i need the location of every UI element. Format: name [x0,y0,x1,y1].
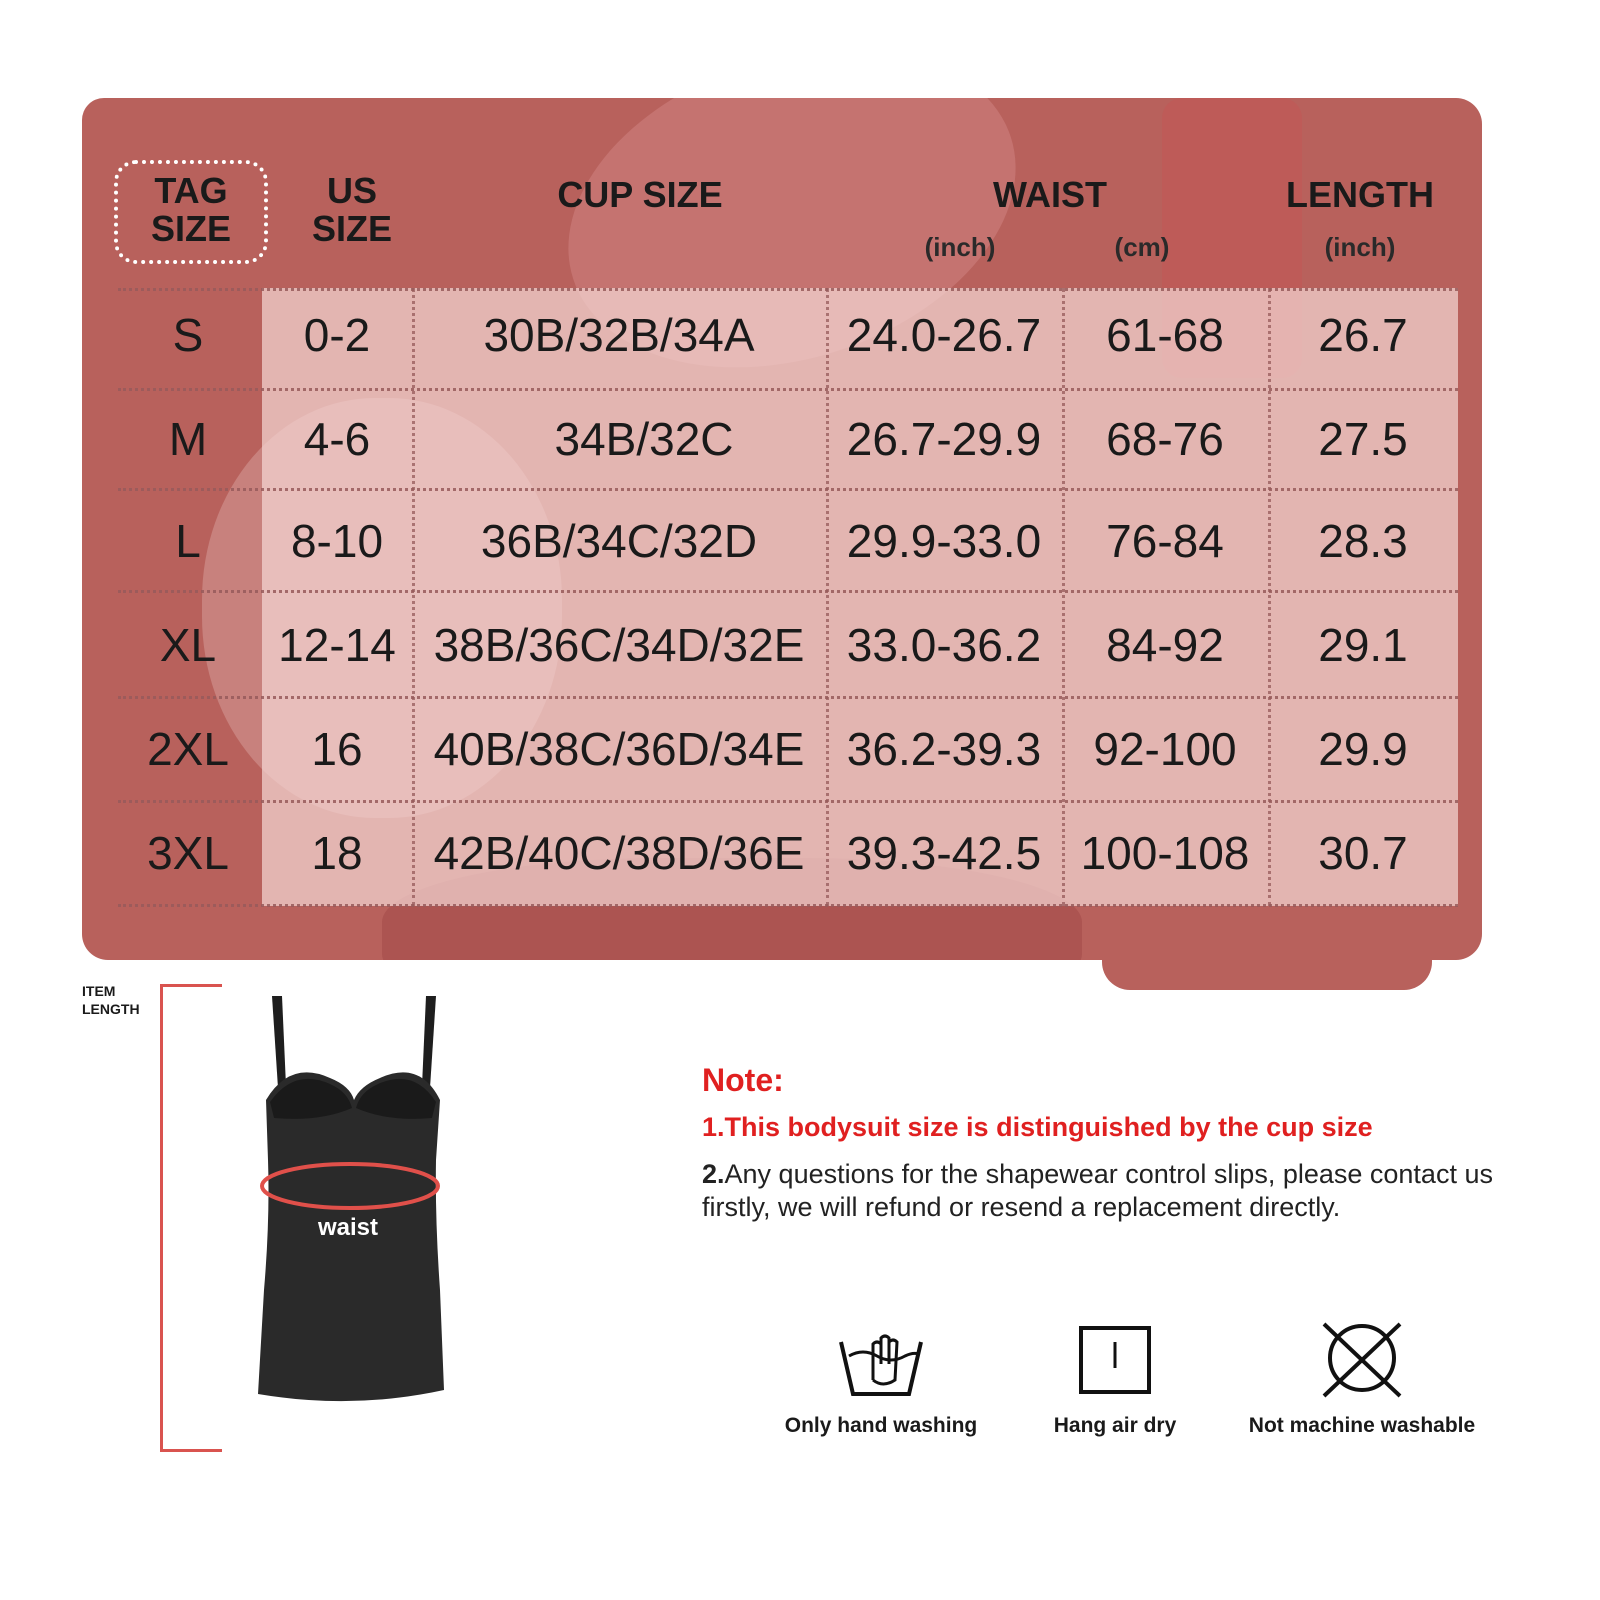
header-us-size: US SIZE [311,170,392,249]
row-waist-inch: 39.3-42.5 [846,827,1042,879]
row-length: 29.1 [1318,619,1408,671]
item-length-bracket [160,984,220,1452]
header-waist: WAIST [993,174,1107,215]
row-us-size: 8-10 [290,515,384,567]
row-waist-inch: 36.2-39.3 [846,723,1042,775]
care-label: Only hand washing [784,1414,978,1437]
panel-tab [1102,940,1432,990]
row-cup-size: 40B/38C/36D/34E [433,723,805,775]
care-no-machine-wash [1222,1320,1502,1438]
no-machine-wash-icon [1314,1320,1410,1400]
row-tag-size: M [168,413,208,465]
shapewear-dress-image [230,990,470,1430]
header-tag-size: TAG SIZE [150,170,231,249]
size-table-grid [262,288,1458,906]
note-title: Note: [702,1062,784,1098]
row-waist-cm: 76-84 [1106,515,1224,567]
header-length-inch: (inch) [1324,232,1396,262]
header-waist-inch: (inch) [924,232,996,262]
row-cup-size: 34B/32C [554,413,734,465]
care-hang-dry [1030,1320,1200,1438]
row-us-size: 12-14 [278,619,396,671]
row-waist-cm: 92-100 [1093,723,1237,775]
row-length: 26.7 [1318,309,1408,361]
row-waist-inch: 33.0-36.2 [846,619,1042,671]
note-line-1: 1.This bodysuit size is distinguished by the cup size [702,1112,1373,1142]
row-waist-inch: 29.9-33.0 [846,515,1042,567]
row-waist-cm: 61-68 [1106,309,1224,361]
row-length: 29.9 [1318,723,1408,775]
care-label: Hang air dry [1053,1414,1177,1437]
row-cup-size: 38B/36C/34D/32E [433,619,805,671]
header-cup-size: CUP SIZE [557,174,723,215]
row-tag-size: XL [159,619,217,671]
row-us-size: 18 [311,827,363,879]
waist-label: waist [318,1214,379,1241]
care-hand-wash [766,1320,996,1438]
row-tag-size: 2XL [147,723,229,775]
row-us-size: 4-6 [303,413,371,465]
header-waist-cm: (cm) [1114,232,1170,262]
header-length: LENGTH [1286,174,1434,215]
row-tag-size: 3XL [147,827,229,879]
care-label: Not machine washable [1248,1414,1476,1437]
row-waist-inch: 24.0-26.7 [846,309,1042,361]
row-cup-size: 36B/34C/32D [480,515,758,567]
row-length: 28.3 [1318,515,1408,567]
row-waist-cm: 84-92 [1106,619,1224,671]
row-tag-size: L [175,515,201,567]
item-length-label: ITEM LENGTH [82,983,140,1017]
row-waist-cm: 68-76 [1106,413,1224,465]
row-waist-cm: 100-108 [1080,827,1250,879]
hang-dry-icon [1075,1320,1155,1400]
row-tag-size: S [172,309,204,361]
row-cup-size: 42B/40C/38D/36E [433,827,805,879]
row-us-size: 16 [311,723,363,775]
row-length: 30.7 [1318,827,1408,879]
row-us-size: 0-2 [303,309,371,361]
row-length: 27.5 [1318,413,1408,465]
hand-wash-icon [833,1320,929,1400]
row-waist-inch: 26.7-29.9 [846,413,1042,465]
note-line-2: 2.Any questions for the shapewear control slips, please contact us firstly, we will refund or resend a replacement directly. [702,1159,1493,1222]
row-cup-size: 30B/32B/34A [483,309,755,361]
